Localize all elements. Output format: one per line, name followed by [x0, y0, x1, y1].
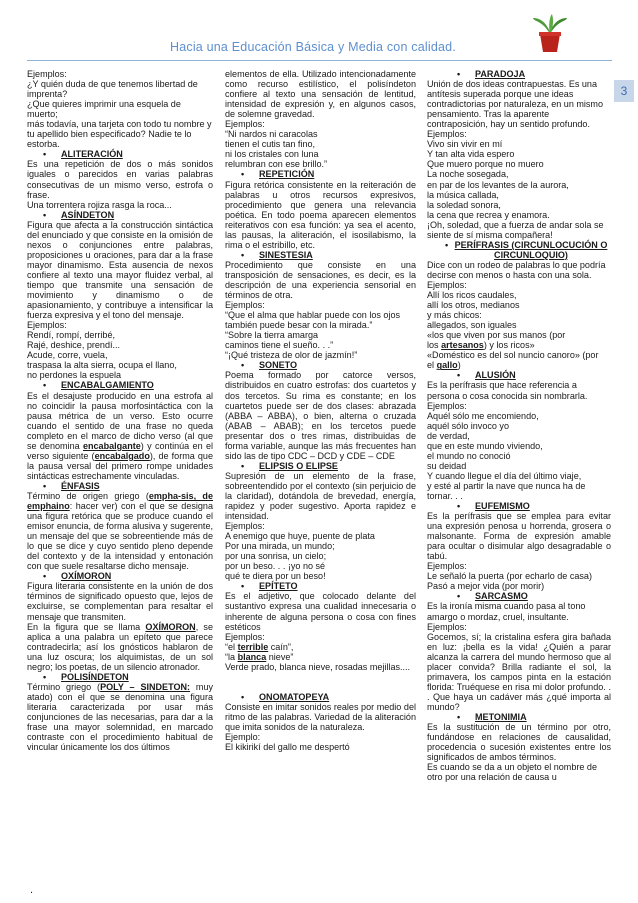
- verse-line: «Doméstico es del sol nuncio canoro» (por: [427, 350, 599, 361]
- heading-sinestesia: • SINESTESIA: [225, 250, 416, 260]
- text-span: Es el desajuste producido en una estrofa al no coincidir la pausa morfosintáctica con la pausa métrica de un verso. Esto ocurre cuando el sentido de una frase no queda completo en el marco de dicho verso (al que se denomina: [27, 390, 213, 451]
- heading-onomatopeya: • ONOMATOPEYA: [225, 692, 416, 702]
- text-line: Una torrentera rojiza rasga la roca...: [27, 199, 172, 210]
- page-header-title: Hacia una Educación Básica y Media con calidad.: [170, 40, 456, 54]
- verse-line: Que muero porque no muero: [427, 159, 544, 170]
- term-span: empha-sis, de emphaino: [27, 490, 213, 512]
- verse-line: Y cuando llegue el día del último viaje,: [427, 470, 582, 481]
- text-span: En la figura que se llama: [27, 621, 146, 632]
- text-span: Término de origen griego (: [27, 490, 149, 501]
- term-span: OXÍMORON: [145, 621, 196, 632]
- heading-enfasis: • ÉNFASIS: [27, 481, 213, 491]
- verse-line: la cena que recrea y enamora.: [427, 209, 550, 220]
- verse-line: Y tan alta vida espero: [427, 149, 515, 160]
- term-span: gallo: [436, 360, 458, 371]
- verse-line: traspasa la alta sierra, ocupa el llano,: [27, 360, 177, 371]
- paragraph: Figura literaria consistente en la unión de dos términos de significado opuesto que, lejos de excluirse, se complementan para resaltar el mensaje que transmiten.: [27, 581, 213, 622]
- heading-metonimia: • METONIMIA: [427, 712, 611, 722]
- verse-line: Allí los ricos caudales,: [427, 290, 517, 301]
- verse-line: no perdones la espuela: [27, 370, 122, 381]
- verse-line: la soledad sonora,: [427, 199, 501, 210]
- verse-line: que en este mundo viviendo,: [427, 440, 543, 451]
- paragraph: [27, 622, 213, 672]
- paragraph: Es el adjetivo, que colocado delante del sustantivo expresa una cualidad innecesaria o inherente de alguna persona o cosa con fines estéticos: [225, 591, 416, 632]
- paragraph: Figura retórica consistente en la reiteración de palabras u otros recursos expresivos, procedimiento que genera una relevancia poética. En todo poema aparecen elementos reiterativos con esa función: ya sea el acento, las pausas, la aliteración, el isosilabismo, la rima o el estribillo, etc.: [225, 179, 416, 250]
- verse-line: qué te diera por un beso!: [225, 571, 326, 582]
- column-1: [27, 69, 213, 752]
- text-line: Ejemplos:: [427, 279, 467, 290]
- text-line: Ejemplos:: [225, 119, 265, 130]
- verse-line: “Ni nardos ni caracolas: [225, 129, 318, 140]
- text-span: el: [427, 360, 437, 371]
- paragraph: Es una repetición de dos o más sonidos iguales o parecidos en varias palabras consecutivas de un mismo verso, estrofa o frase.: [27, 159, 213, 200]
- text-span: ): [457, 360, 461, 371]
- text-line: Ejemplos:: [27, 69, 67, 79]
- paragraph: Es la perífrasis que hace referencia a persona o cosa conocida sin nombrarla.: [427, 380, 588, 401]
- verse-line: aquél sólo invoco yo: [427, 420, 509, 431]
- verse-line: La noche sosegada,: [427, 169, 509, 180]
- header-rule: [27, 60, 612, 61]
- column-3: [427, 69, 611, 782]
- verse-line: Acude, corre, vuela,: [27, 350, 108, 361]
- verse-line: por un beso. . . ¡yo no sé: [225, 561, 326, 572]
- text-span: ) y los ricos»: [483, 340, 535, 351]
- verse-line: el mundo no conoció: [427, 450, 511, 461]
- verse-line: relumbran con ese brillo.”: [225, 159, 328, 170]
- text-span: , se aplica a una palabra un epíteto que parece contradecirla; así los gnósticos hablaron de una luz oscura; los alquimistas, de un sol negro; los poetas, de un silencio atronador.: [27, 621, 213, 672]
- heading-perifrasis: • PERÍFRASIS (CIRCUNLOCUCIÓN O CIRCUNLOQUIO): [427, 240, 611, 260]
- paragraph: Dice con un rodeo de palabras lo que podría decirse con menos o hasta con una sola.: [427, 259, 606, 280]
- verse-line: la música callada,: [427, 189, 499, 200]
- verse-line: Le señaló la puerta (por echarlo de casa): [427, 571, 592, 582]
- heading-epiteto: • EPÍTETO: [225, 581, 416, 591]
- spacer: [225, 672, 416, 682]
- text-span: los: [427, 340, 442, 351]
- verse-line: allí los otros, medianos: [427, 300, 520, 311]
- verse-line: Aquél sólo me encomiendo,: [427, 410, 539, 421]
- verse-line: [427, 340, 611, 350]
- text-line: Ejemplos:: [225, 300, 265, 311]
- verse-line: y esté al partir la nave que nunca ha de tornar. . .: [427, 480, 586, 501]
- term-span: artesanos: [441, 340, 484, 351]
- text-line: Ejemplos:: [427, 400, 467, 411]
- text-line: Ejemplos:: [427, 129, 467, 140]
- heading-sarcasmo: • SARCASMO: [427, 591, 611, 601]
- verse-line: A enemigo que huye, puente de plata: [225, 531, 375, 542]
- page-number: 3: [614, 80, 634, 102]
- verse-line: ni los cristales con luna: [225, 149, 319, 160]
- heading-encabalgamiento: • ENCABALGAMIENTO: [27, 380, 213, 390]
- paragraph: elementos de ella. Utilizado intencionadamente como recurso estilístico, el polisíndeton confiere al texto una sensación de lentitud, intensidad de expresión y, en algunos casos, de solemne gravedad.: [225, 69, 416, 120]
- heading-polisindeton: • POLISÍNDETON: [27, 672, 213, 682]
- spacer: [225, 682, 416, 692]
- text-line: Ejemplos:: [427, 621, 467, 632]
- verse-line: Rajé, deshice, prendí...: [27, 340, 121, 351]
- paragraph: Procedimiento que consiste en una transposición de sensaciones, es decir, es la descripción de una experiencia sensorial en términos de otra.: [225, 259, 416, 301]
- heading-eufemismo: • EUFEMISMO: [427, 501, 611, 511]
- paragraph: Figura que afecta a la construcción sintáctica del enunciado y que consiste en la omisión de nexos o conjunciones entre palabras, proposiciones u oraciones, para dar a la frase mayor dinamismo. Esta ausencia de nexos confiere al texto una mayor fluidez verbal, al tiempo que transmite una sensación de movimiento y dinamismo o de apasionamiento, y contribuye a intensificar la fuerza expresiva y el tono del mensaje.: [27, 219, 213, 321]
- verse-line: [427, 360, 611, 370]
- verse-line: “¡Qué tristeza de olor de jazmín!”: [225, 350, 358, 361]
- text-span: ) y continúa en el verso siguiente (: [27, 440, 213, 461]
- paragraph: Es la ironía misma cuando pasa al tono amargo o mordaz, cruel, insultante.: [427, 601, 586, 622]
- verse-line: “Que el alma que hablar puede con los ojos también puede besar con la mirada.”: [225, 310, 401, 331]
- verse-line: allegados, son iguales: [427, 320, 517, 331]
- verse-line: caminos tiene el sueño. . .”: [225, 340, 334, 351]
- term-span: blanca: [237, 651, 267, 662]
- text-line: ¿Que quieres imprimir una esquela de muerto;: [27, 99, 181, 120]
- heading-alusion: • ALUSIÓN: [427, 370, 611, 380]
- paragraph: Supresión de un elemento de la frase, sobreentendido por el contexto (sin perjuicio de la claridad), dotándola de brevedad, energía, rapidez y poder sugestivo. Aporta rapidez e intensidad.: [225, 470, 416, 522]
- verse-line: “Sobre la tierra amarga: [225, 330, 319, 341]
- verse-line: su deidad: [427, 460, 467, 471]
- text-line: más todavía, una tarjeta con todo tu nombre y: [27, 119, 212, 130]
- heading-soneto: • SONETO: [225, 360, 416, 370]
- term-span: encabalgado: [94, 450, 150, 461]
- text-span: nieve”: [266, 651, 294, 662]
- text-span: Término griego (: [27, 681, 101, 692]
- text-span: “el: [225, 641, 238, 652]
- text-span: : hacer ver) con el que se designa una figura retórica que se produce cuando el emisor enuncia, de forma alusiva y sugerente, un mensaje del que se sobreentiende más de lo que se dice y cuyo sentido pleno depende del contexto y de la intensidad y entonación con que suele resaltarse dicho mensaje.: [27, 501, 213, 572]
- verse-line: Verde prado, blanca nieve, rosadas mejillas....: [225, 661, 411, 672]
- verse-line: Por una mirada, un mundo;: [225, 541, 335, 552]
- paragraph: Poema formado por catorce versos, distribuidos en cuatro estrofas: dos cuartetos y dos tercetos. Su rima es constante; en los cuartetos puede ser de dos clases: abrazada (ABBA – ABBA), o bien, alterna o cruzada (ABAB – ABAB); en los tercetos puede presentar dos o tres rimas, distribuidas de forma variable, aunque las más frecuentes han sido las de tipo CDC – DCD y CDE – CDE: [225, 370, 416, 461]
- verse-line: y más chicos:: [427, 310, 482, 321]
- verse-line: «los que viven por sus manos (por: [427, 330, 566, 341]
- footer-mark: .: [30, 884, 34, 896]
- heading-repeticion: • REPETICIÓN: [225, 169, 416, 179]
- verse-line: Rendí, rompí, derribé,: [27, 330, 115, 341]
- paragraph: Es la perífrasis que se emplea para evitar una expresión penosa u horrenda, grosera o malsonante. Forma de expresión amable para ocultar o disimular algo desagradable o tabú.: [427, 511, 611, 562]
- heading-elipsis: • ELIPSIS O ELIPSE: [225, 461, 416, 471]
- text-span: ), de forma que la pausa versal del primero rompe unidades sintácticas estrechamente vinculadas.: [27, 450, 213, 481]
- potted-plant-icon: [530, 12, 570, 60]
- verse-line: El kikirikí del gallo me despertó: [225, 742, 350, 753]
- verse-line: [225, 652, 416, 662]
- text-span: muy atado) con el que se denomina una figura literaria caracterizada por usar más conjunciones de las necesarias, para dar a la frase una mayor solemnidad, en marcado contraste con el procedimiento habitual de vincular únicamente los dos últimos: [27, 681, 213, 753]
- verse-line: tienen el cutis tan fino,: [225, 139, 316, 150]
- text-span: “la: [225, 651, 238, 662]
- verse-line: de verdad,: [427, 430, 470, 441]
- paragraph: [27, 491, 213, 571]
- paragraph: Gocemos, sí; la cristalina esfera gira bañada en luz: ¡bella es la vida! ¿Quién a parar alcanza la carrera del mundo hermoso que al placer convida? Brilla radiante el sol, la primavera, los campos pinta en la estación florida: Truéquese en risa mi dolor profundo. . . Que haya un cadáver más ¿qué importa al mundo?: [427, 631, 611, 712]
- paragraph: [27, 682, 213, 752]
- paragraph: Es la sustitución de un término por otro, fundándose en relaciones de causalidad, procedencia o sucesión existentes entre los significados de ambos términos.: [427, 722, 611, 763]
- text-line: Ejemplo:: [225, 732, 261, 742]
- text-line: Ejemplos:: [225, 631, 265, 642]
- paragraph: [27, 391, 213, 481]
- text-line: tu apellido bien especificado? Nadie te lo estorba.: [27, 129, 192, 150]
- text-line: Es cuando se da a un objeto el nombre de otro por una relación de causa u: [427, 762, 598, 783]
- verse-line: Vivo sin vivir en mí: [427, 139, 503, 150]
- term-span: POLY – SINDETON:: [100, 681, 191, 692]
- verse-line: [225, 642, 416, 652]
- text-line: Ejemplos:: [27, 320, 67, 331]
- paragraph: Consiste en imitar sonidos reales por medio del ritmo de las palabras. Variedad de la aliteración que imita sonidos de la naturaleza.: [225, 701, 416, 732]
- term-span: terrible: [237, 641, 269, 652]
- column-2: [225, 69, 416, 752]
- paragraph: Unión de dos ideas contrapuestas. Es una antítesis superada porque une ideas contradictorias por naturaleza, en un mismo pensamiento. Tras la aparente contraposición, hay un sentido profundo.: [427, 79, 603, 130]
- verse-line: Pasó a mejor vida (por morir): [427, 581, 545, 592]
- text-line: Ejemplos:: [427, 561, 467, 572]
- heading-paradoja: • PARADOJA: [427, 69, 611, 79]
- text-span: caín”,: [268, 641, 294, 652]
- term-span: encabalgante: [82, 440, 141, 451]
- text-line: ¿Y quién duda de que tenemos libertad de imprenta?: [27, 79, 198, 100]
- text-line: Ejemplos:: [225, 521, 265, 532]
- verse-line: en par de los levantes de la aurora,: [427, 179, 569, 190]
- verse-line: ¡Oh, soledad, que a fuerza de andar sola se siente de sí misma compañera!: [427, 219, 604, 240]
- verse-line: por una sonrisa, un cielo;: [225, 551, 327, 562]
- heading-aliteracion: • ALITERACIÓN: [27, 149, 213, 159]
- heading-asindeton: • ASÍNDETON: [27, 210, 213, 220]
- heading-oximoron: • OXÍMORON: [27, 571, 213, 581]
